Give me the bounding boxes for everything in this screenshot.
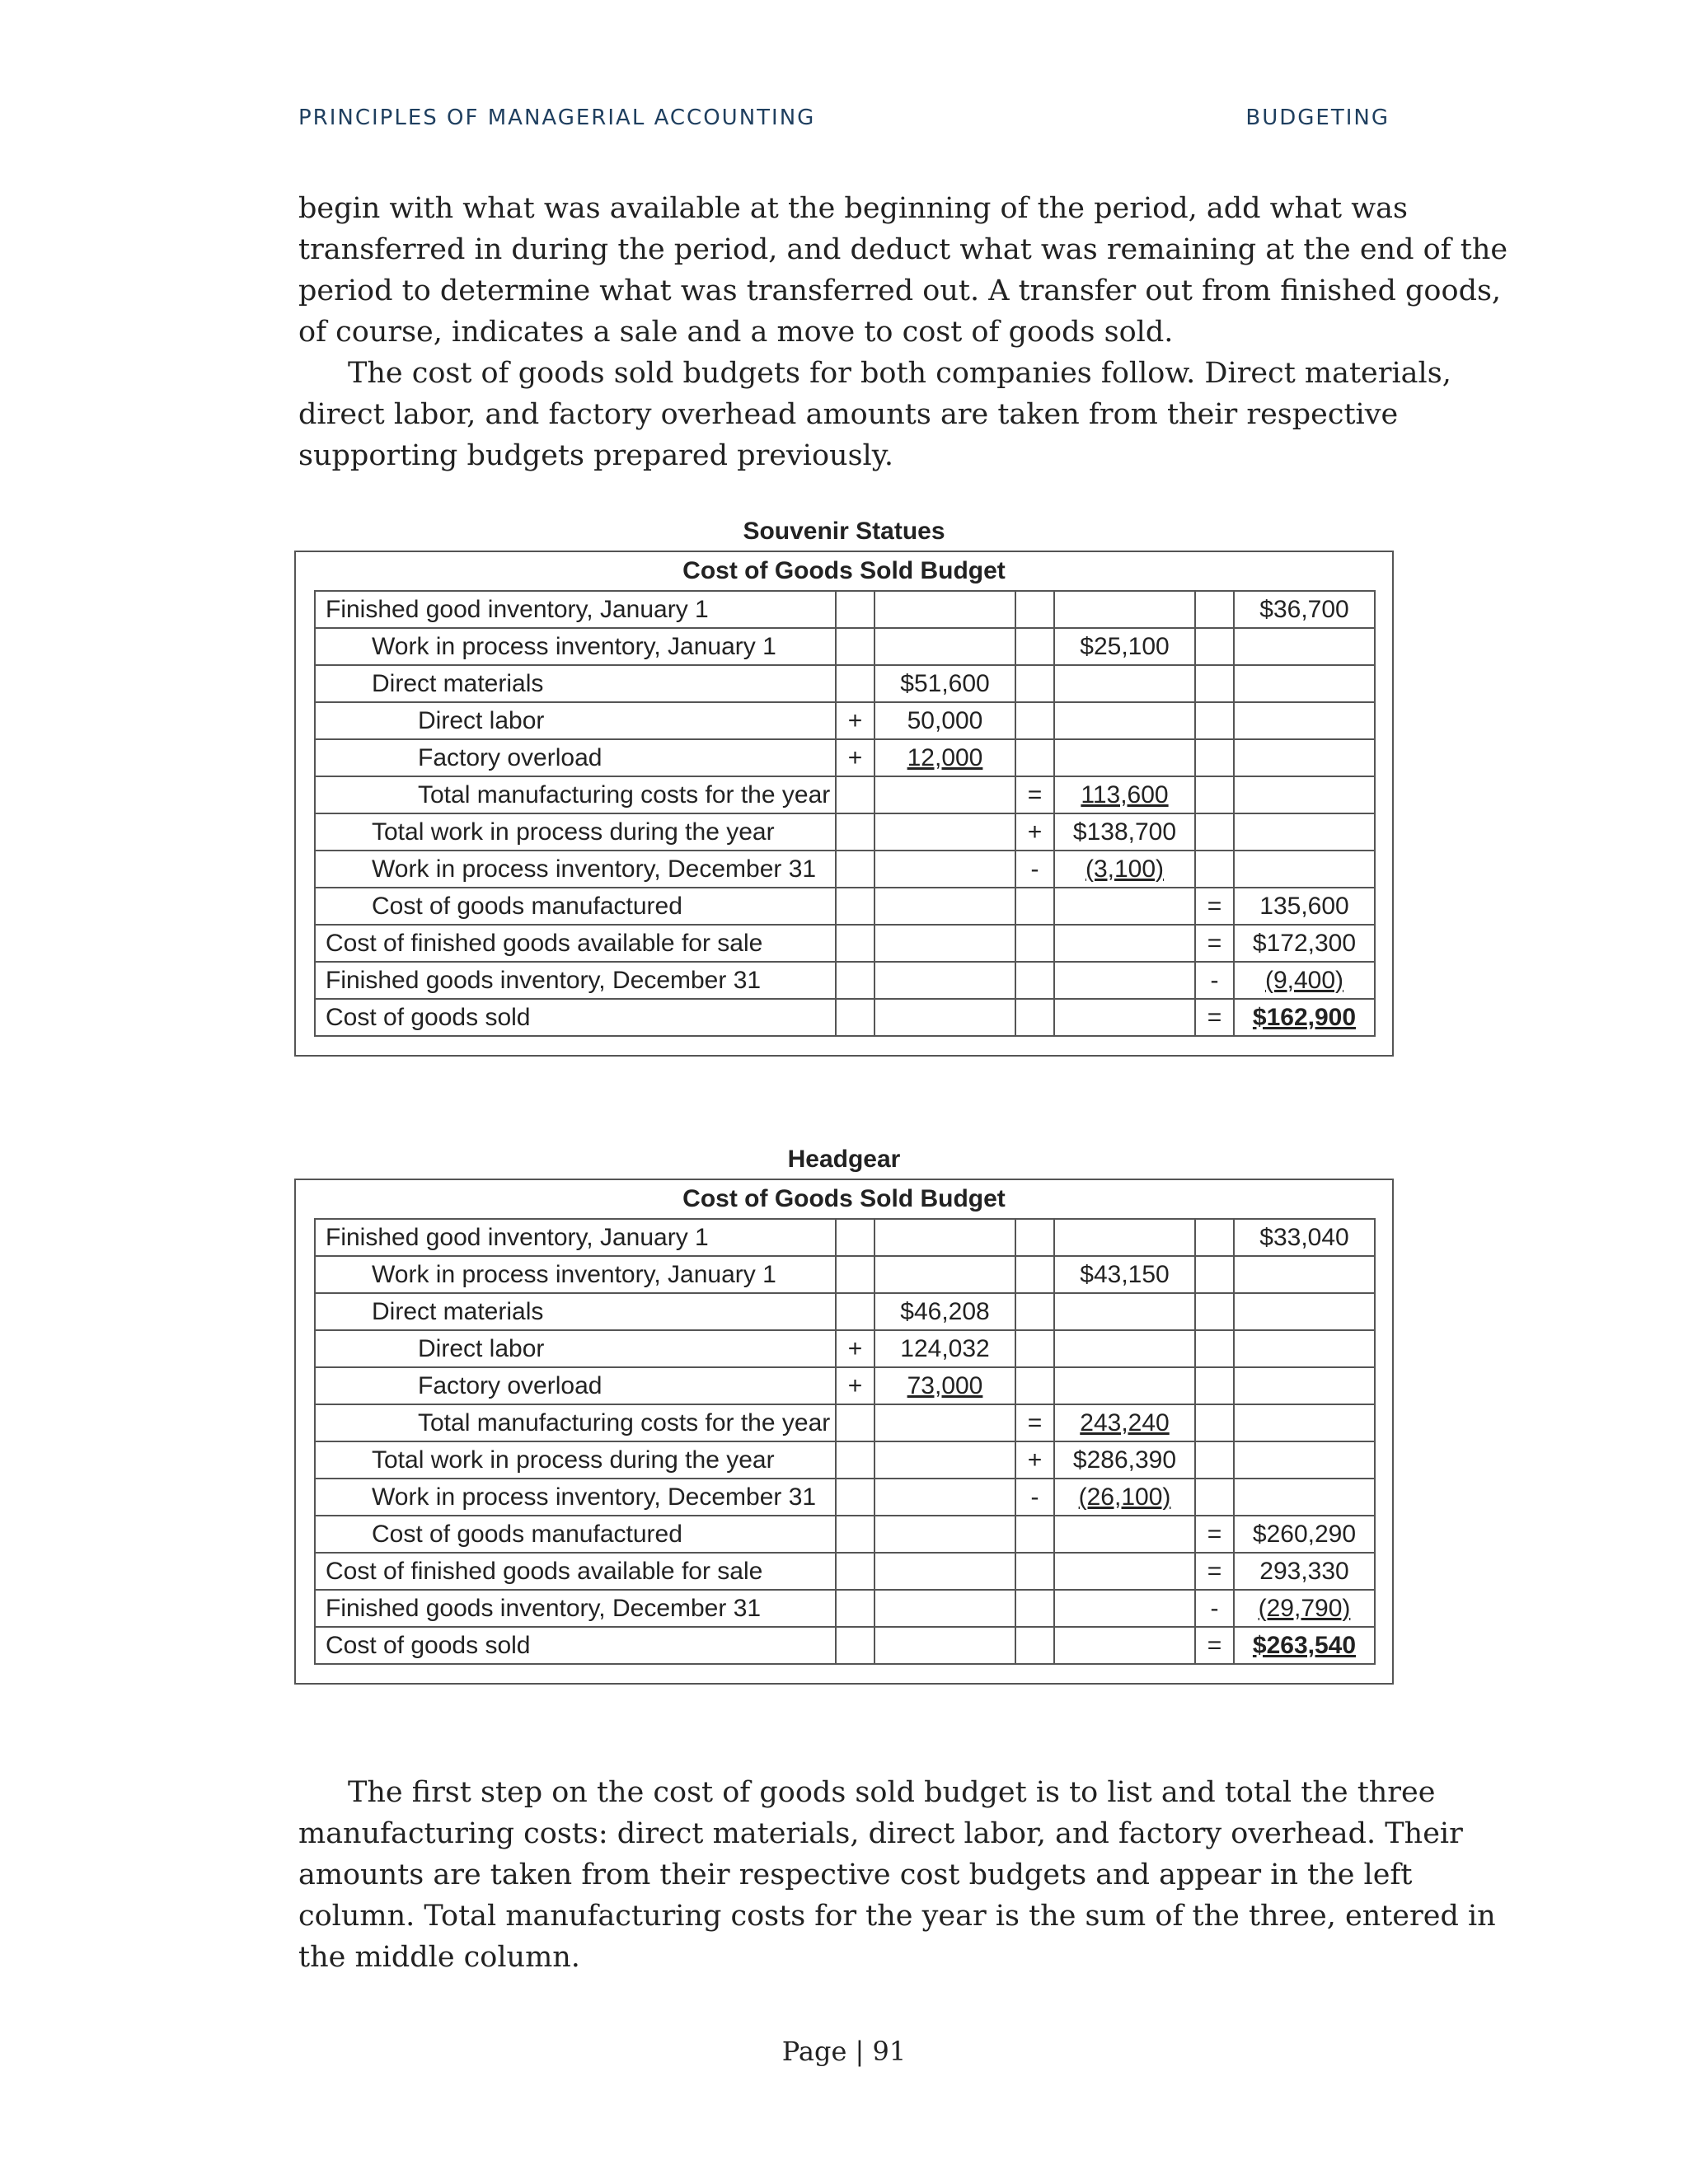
row-label-text: Finished goods inventory, December 31: [326, 1594, 762, 1622]
operator-cell: [1015, 1627, 1054, 1664]
operator-cell: [836, 888, 874, 925]
budget-table: [314, 1218, 1376, 1665]
operator-cell: [1015, 1293, 1054, 1330]
operator-cell: [836, 851, 874, 888]
operator-cell: [1015, 925, 1054, 962]
value-cell: [874, 591, 1015, 628]
operator-cell: [836, 1479, 874, 1516]
value-cell: [1054, 776, 1195, 813]
value-cell: [874, 1256, 1015, 1293]
operator-cell: [1195, 851, 1234, 888]
operator-cell: [1015, 999, 1054, 1036]
row-label: [315, 1330, 836, 1367]
operator-cell: [836, 739, 874, 776]
value-cell-text: 124,032: [900, 1334, 990, 1362]
value-cell: [1054, 1516, 1195, 1553]
value-cell: [1054, 1479, 1195, 1516]
row-label-text: Factory overload: [418, 1371, 603, 1399]
operator-cell: [836, 1553, 874, 1590]
value-cell: [1234, 999, 1375, 1036]
operator-cell: [836, 1404, 874, 1441]
table-row: [315, 1553, 1375, 1590]
operator-cell: [836, 776, 874, 813]
operator-cell: [1015, 1256, 1054, 1293]
value-cell: [874, 962, 1015, 999]
company-name: Souvenir Statues: [743, 518, 945, 545]
operator-cell: [1195, 925, 1234, 962]
operator-cell: [1195, 999, 1234, 1036]
text-line: of course, indicates a sale and a move to cost of goods sold.: [298, 316, 1174, 349]
table-row: [315, 739, 1375, 776]
operator-cell: [836, 628, 874, 665]
value-cell-text: (26,100): [1078, 1483, 1171, 1511]
value-cell: [874, 1516, 1015, 1553]
table-row: [315, 1590, 1375, 1627]
value-cell: [874, 739, 1015, 776]
value-cell: [1234, 1219, 1375, 1256]
operator-cell: [836, 925, 874, 962]
value-cell: [874, 925, 1015, 962]
value-cell: [874, 1404, 1015, 1441]
row-label: [315, 1516, 836, 1553]
value-cell-text: $162,900: [1252, 1003, 1357, 1031]
table-row: [315, 1404, 1375, 1441]
text-line: manufacturing costs: direct materials, direct labor, and factory overhead. Their: [298, 1817, 1463, 1850]
row-label: [315, 925, 836, 962]
value-cell-text: (3,100): [1085, 855, 1165, 883]
row-label-text: Direct labor: [418, 706, 545, 734]
value-cell: [1234, 591, 1375, 628]
operator-cell: [836, 1367, 874, 1404]
value-cell: [1054, 628, 1195, 665]
text-line: column. Total manufacturing costs for the year is the sum of the three, entered in: [298, 1900, 1496, 1933]
table-row: [315, 1627, 1375, 1664]
operator-cell: [1015, 851, 1054, 888]
operator-cell: [1015, 739, 1054, 776]
row-label: [315, 665, 836, 702]
value-cell-text: $260,290: [1252, 1520, 1357, 1548]
value-cell: [1054, 1404, 1195, 1441]
row-label: [315, 628, 836, 665]
operator-cell: [1195, 1367, 1234, 1404]
value-cell: [874, 665, 1015, 702]
value-cell: [1234, 851, 1375, 888]
row-label-text: Finished good inventory, January 1: [326, 1223, 709, 1251]
value-cell: [1234, 1590, 1375, 1627]
value-cell: [1234, 776, 1375, 813]
operator-cell: [1015, 628, 1054, 665]
text-line: amounts are taken from their respective cost budgets and appear in the left: [298, 1858, 1413, 1891]
row-label: [315, 999, 836, 1036]
value-cell: [874, 1590, 1015, 1627]
operator-cell: [836, 1293, 874, 1330]
row-label-text: Cost of finished goods available for sale: [326, 1557, 763, 1585]
value-cell: [1054, 851, 1195, 888]
value-cell-text: (9,400): [1264, 966, 1344, 994]
table-row: [315, 1219, 1375, 1256]
operator-cell: [1195, 665, 1234, 702]
row-label: [315, 1367, 836, 1404]
row-label-text: Direct materials: [372, 669, 544, 697]
value-cell: [1234, 739, 1375, 776]
row-label-text: Direct materials: [372, 1297, 544, 1325]
operator-cell-text: -: [1210, 966, 1219, 994]
value-cell-text: $36,700: [1259, 595, 1349, 623]
value-cell: [1234, 1553, 1375, 1590]
value-cell: [874, 1367, 1015, 1404]
company-name: Headgear: [787, 1146, 901, 1173]
table-row: [315, 962, 1375, 999]
value-cell: [874, 1479, 1015, 1516]
table-row: [315, 591, 1375, 628]
operator-cell: [1015, 1441, 1054, 1479]
value-cell-text: $172,300: [1252, 929, 1357, 957]
value-cell: [1054, 1330, 1195, 1367]
operator-cell: [1015, 813, 1054, 851]
value-cell: [874, 813, 1015, 851]
operator-cell: [1015, 665, 1054, 702]
value-cell-text: 73,000: [907, 1371, 983, 1399]
operator-cell: [1015, 702, 1054, 739]
operator-cell-text: +: [1027, 1446, 1043, 1474]
book-title: PRINCIPLES OF MANAGERIAL ACCOUNTING: [298, 105, 816, 130]
row-label: [315, 1553, 836, 1590]
operator-cell: [1015, 888, 1054, 925]
text-line: period to determine what was transferred out. A transfer out from finished goods,: [298, 274, 1502, 307]
value-cell-text: $25,100: [1080, 632, 1170, 660]
operator-cell: [1195, 1404, 1234, 1441]
value-cell: [1234, 628, 1375, 665]
value-cell: [1054, 702, 1195, 739]
row-label: [315, 813, 836, 851]
operator-cell-text: +: [1027, 818, 1043, 846]
value-cell: [1054, 888, 1195, 925]
text-line: transferred in during the period, and deduct what was remaining at the end of the: [298, 233, 1508, 266]
row-label: [315, 888, 836, 925]
table-row: [315, 999, 1375, 1036]
value-cell-text: $46,208: [900, 1297, 990, 1325]
value-cell: [874, 628, 1015, 665]
text-line: direct labor, and factory overhead amounts are taken from their respective: [298, 398, 1399, 431]
budget-table: [314, 590, 1376, 1037]
value-cell: [1054, 591, 1195, 628]
operator-cell: [1015, 1404, 1054, 1441]
value-cell: [874, 1553, 1015, 1590]
table-row: [315, 1516, 1375, 1553]
value-cell: [1234, 962, 1375, 999]
row-label-text: Cost of finished goods available for sale: [326, 929, 763, 957]
operator-cell: [836, 1219, 874, 1256]
operator-cell: [1015, 1479, 1054, 1516]
value-cell: [1054, 1627, 1195, 1664]
operator-cell-text: -: [1030, 855, 1039, 883]
value-cell-text: 243,240: [1080, 1408, 1170, 1436]
text-line: begin with what was available at the beginning of the period, add what was: [298, 192, 1409, 225]
row-label-text: Cost of goods manufactured: [372, 1520, 682, 1548]
operator-cell-text: =: [1207, 1520, 1222, 1548]
table-row: [315, 888, 1375, 925]
budget-title: Cost of Goods Sold Budget: [682, 557, 1006, 584]
row-label-text: Work in process inventory, December 31: [372, 855, 817, 883]
row-label-text: Finished goods inventory, December 31: [326, 966, 762, 994]
operator-cell: [836, 665, 874, 702]
value-cell: [874, 1330, 1015, 1367]
row-label-text: Work in process inventory, December 31: [372, 1483, 817, 1511]
table-row: [315, 1293, 1375, 1330]
operator-cell: [1195, 1590, 1234, 1627]
operator-cell: [836, 999, 874, 1036]
row-label: [315, 739, 836, 776]
value-cell: [874, 1627, 1015, 1664]
operator-cell: [1015, 1219, 1054, 1256]
row-label: [315, 1479, 836, 1516]
row-label: [315, 851, 836, 888]
value-cell: [1234, 1330, 1375, 1367]
operator-cell: [1015, 591, 1054, 628]
value-cell: [874, 702, 1015, 739]
table-row: [315, 628, 1375, 665]
row-label-text: Direct labor: [418, 1334, 545, 1362]
operator-cell-text: =: [1207, 892, 1222, 920]
value-cell: [1234, 888, 1375, 925]
value-cell: [1234, 1256, 1375, 1293]
page-number: Page | 91: [781, 2036, 907, 2067]
value-cell: [1054, 665, 1195, 702]
row-label: [315, 1590, 836, 1627]
value-cell: [1054, 739, 1195, 776]
operator-cell-text: =: [1207, 1003, 1222, 1031]
operator-cell: [1015, 1330, 1054, 1367]
value-cell: [1054, 1219, 1195, 1256]
operator-cell-text: +: [847, 706, 863, 734]
row-label: [315, 702, 836, 739]
row-label: [315, 591, 836, 628]
operator-cell: [1195, 888, 1234, 925]
value-cell-text: 113,600: [1081, 780, 1169, 808]
row-label-text: Cost of goods sold: [326, 1003, 531, 1031]
value-cell: [1234, 1479, 1375, 1516]
value-cell: [1234, 1404, 1375, 1441]
budget-title: Cost of Goods Sold Budget: [682, 1185, 1006, 1212]
operator-cell: [1195, 702, 1234, 739]
value-cell: [1054, 999, 1195, 1036]
value-cell: [874, 888, 1015, 925]
value-cell: [1234, 1293, 1375, 1330]
operator-cell: [1195, 1256, 1234, 1293]
operator-cell: [1015, 1590, 1054, 1627]
value-cell: [874, 1293, 1015, 1330]
table-row: [315, 851, 1375, 888]
value-cell: [1054, 1256, 1195, 1293]
row-label: [315, 1404, 836, 1441]
value-cell-text: 293,330: [1259, 1557, 1349, 1585]
intro-paragraph: [298, 188, 1508, 476]
outro-paragraph: [298, 1772, 1496, 1978]
running-header: [298, 105, 1390, 138]
operator-cell: [1015, 1516, 1054, 1553]
row-label: [315, 962, 836, 999]
operator-cell-text: +: [847, 743, 863, 771]
table-row: [315, 1256, 1375, 1293]
operator-cell: [1195, 813, 1234, 851]
row-label-text: Total work in process during the year: [372, 1446, 775, 1474]
operator-cell-text: -: [1030, 1483, 1039, 1511]
operator-cell: [1195, 1330, 1234, 1367]
operator-cell: [1195, 1441, 1234, 1479]
table-row: [315, 813, 1375, 851]
row-label-text: Cost of goods manufactured: [372, 892, 682, 920]
operator-cell: [1015, 1553, 1054, 1590]
operator-cell: [836, 1627, 874, 1664]
operator-cell-text: =: [1207, 929, 1222, 957]
row-label: [315, 1219, 836, 1256]
operator-cell: [836, 1256, 874, 1293]
operator-cell: [1195, 1479, 1234, 1516]
row-label-text: Cost of goods sold: [326, 1631, 531, 1659]
operator-cell: [836, 1590, 874, 1627]
table-row: [315, 1479, 1375, 1516]
value-cell-text: 50,000: [907, 706, 983, 734]
value-cell: [1234, 1627, 1375, 1664]
table-row: [315, 702, 1375, 739]
value-cell-text: $286,390: [1072, 1446, 1177, 1474]
operator-cell: [1195, 1219, 1234, 1256]
operator-cell: [1195, 962, 1234, 999]
operator-cell: [1195, 739, 1234, 776]
value-cell-text: $43,150: [1080, 1260, 1170, 1288]
value-cell: [1234, 665, 1375, 702]
value-cell: [874, 776, 1015, 813]
row-label: [315, 1441, 836, 1479]
value-cell: [1234, 702, 1375, 739]
value-cell: [1234, 925, 1375, 962]
cogs-budget-table-1: [294, 551, 1394, 1057]
table-row: [315, 776, 1375, 813]
table-row: [315, 1441, 1375, 1479]
operator-cell: [836, 702, 874, 739]
value-cell: [1054, 925, 1195, 962]
value-cell: [1054, 1441, 1195, 1479]
text-line: The cost of goods sold budgets for both companies follow. Direct materials,: [348, 357, 1451, 390]
operator-cell: [1015, 962, 1054, 999]
table-row: [315, 665, 1375, 702]
value-cell: [1054, 1367, 1195, 1404]
operator-cell-text: +: [847, 1371, 863, 1399]
value-cell-text: 135,600: [1259, 892, 1349, 920]
operator-cell: [1195, 1516, 1234, 1553]
operator-cell: [1015, 1367, 1054, 1404]
operator-cell: [836, 1330, 874, 1367]
operator-cell: [1195, 628, 1234, 665]
operator-cell: [1015, 776, 1054, 813]
table-row: [315, 925, 1375, 962]
row-label-text: Work in process inventory, January 1: [372, 1260, 776, 1288]
row-label: [315, 1256, 836, 1293]
operator-cell: [1195, 1293, 1234, 1330]
operator-cell: [836, 1516, 874, 1553]
value-cell: [1234, 1367, 1375, 1404]
chapter-title: BUDGETING: [1245, 105, 1390, 130]
value-cell-text: $33,040: [1259, 1223, 1349, 1251]
table-row: [315, 1367, 1375, 1404]
value-cell: [874, 1219, 1015, 1256]
operator-cell: [1195, 591, 1234, 628]
operator-cell-text: -: [1210, 1594, 1219, 1622]
value-cell-text: $138,700: [1072, 818, 1177, 846]
text-line: The first step on the cost of goods sold budget is to list and total the three: [348, 1776, 1436, 1809]
operator-cell-text: =: [1027, 780, 1043, 808]
value-cell: [1234, 1441, 1375, 1479]
value-cell: [874, 851, 1015, 888]
row-label: [315, 1293, 836, 1330]
row-label-text: Finished good inventory, January 1: [326, 595, 709, 623]
row-label-text: Work in process inventory, January 1: [372, 632, 776, 660]
table-row: [315, 1330, 1375, 1367]
value-cell: [1054, 962, 1195, 999]
operator-cell: [836, 591, 874, 628]
row-label-text: Total manufacturing costs for the year: [418, 780, 831, 808]
value-cell: [1054, 1293, 1195, 1330]
value-cell-text: $51,600: [900, 669, 990, 697]
row-label-text: Total work in process during the year: [372, 818, 775, 846]
operator-cell: [1195, 1627, 1234, 1664]
row-label-text: Total manufacturing costs for the year: [418, 1408, 831, 1436]
value-cell-text: (29,790): [1258, 1594, 1351, 1622]
value-cell: [1054, 1553, 1195, 1590]
operator-cell: [836, 813, 874, 851]
operator-cell-text: =: [1027, 1408, 1043, 1436]
value-cell-text: 12,000: [907, 743, 983, 771]
cogs-budget-table-2: [294, 1179, 1394, 1685]
value-cell: [1054, 1590, 1195, 1627]
operator-cell-text: +: [847, 1334, 863, 1362]
operator-cell-text: =: [1207, 1631, 1222, 1659]
row-label: [315, 1627, 836, 1664]
value-cell-text: $263,540: [1252, 1631, 1357, 1659]
value-cell: [1054, 813, 1195, 851]
operator-cell: [836, 962, 874, 999]
value-cell: [1234, 1516, 1375, 1553]
operator-cell: [836, 1441, 874, 1479]
operator-cell-text: =: [1207, 1557, 1222, 1585]
value-cell: [874, 999, 1015, 1036]
text-line: supporting budgets prepared previously.: [298, 439, 893, 472]
value-cell: [1234, 813, 1375, 851]
value-cell: [874, 1441, 1015, 1479]
text-line: the middle column.: [298, 1941, 580, 1974]
row-label-text: Factory overload: [418, 743, 603, 771]
operator-cell: [1195, 776, 1234, 813]
operator-cell: [1195, 1553, 1234, 1590]
row-label: [315, 776, 836, 813]
